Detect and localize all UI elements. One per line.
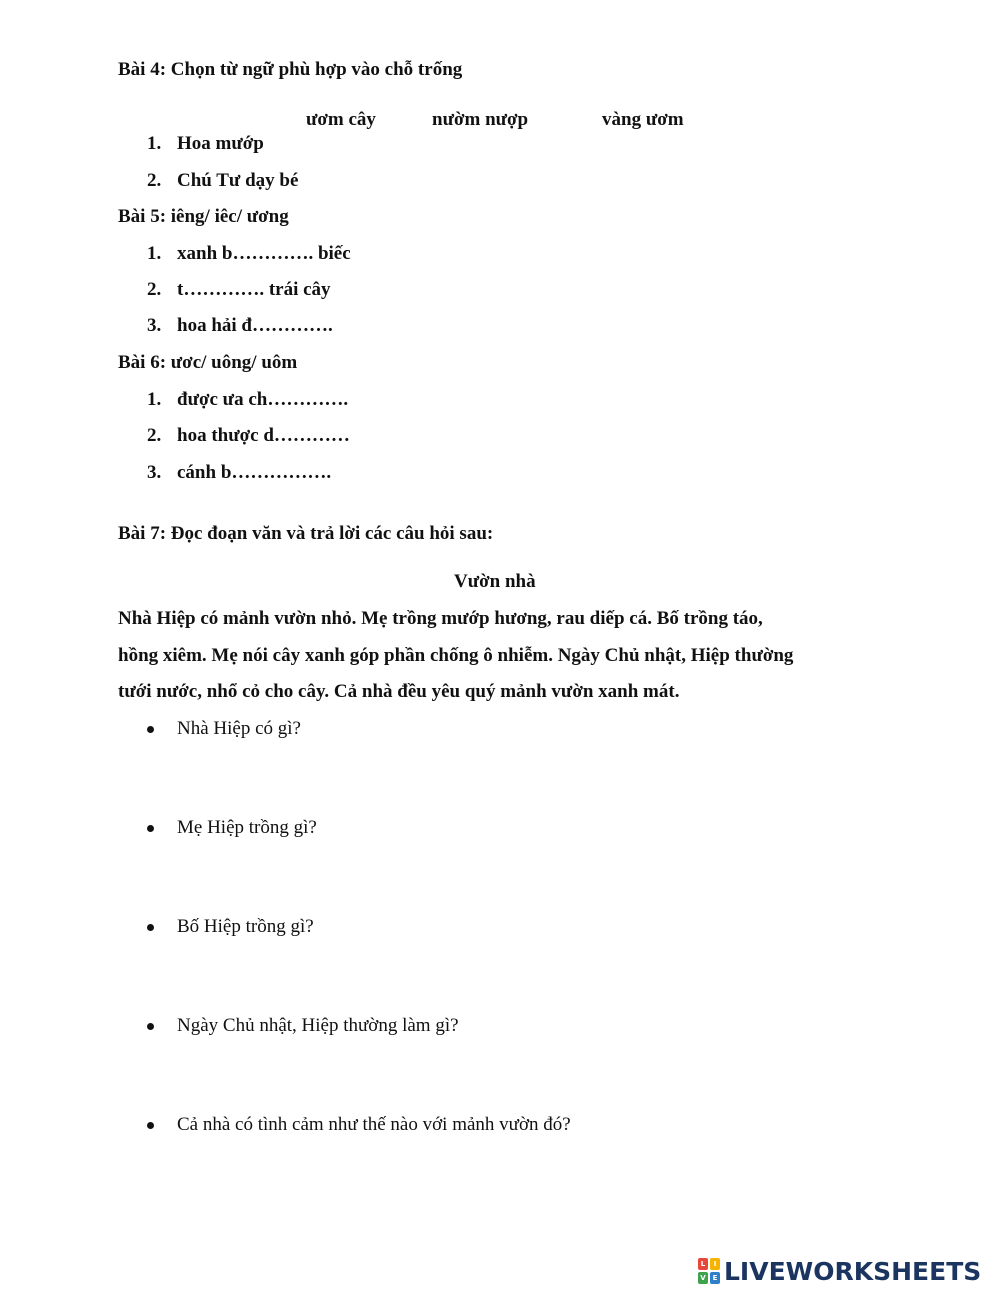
- bai4-item-1-number: 1.: [147, 133, 162, 154]
- logo-mark-letter-v: V: [698, 1272, 708, 1284]
- bai5-item-2-number: 2.: [147, 279, 162, 300]
- bai4-heading: Bài 4: Chọn từ ngữ phù hợp vào chỗ trống: [118, 59, 463, 80]
- bai6-item-1-text: được ưa ch………….: [177, 389, 349, 410]
- bai6-item-2-text: hoa thược d…………: [177, 425, 350, 446]
- question-5: Cả nhà có tình cảm như thế nào với mảnh vườn đó?: [177, 1114, 571, 1135]
- liveworksheets-logo-icon: [698, 1258, 722, 1286]
- word-bank-item-3: vàng ươm: [602, 109, 684, 130]
- bai5-item-1-text: xanh b…………. biếc: [177, 243, 351, 264]
- bai4-item-2-number: 2.: [147, 170, 162, 191]
- bai7-heading: Bài 7: Đọc đoạn văn và trả lời các câu hỏi sau:: [118, 523, 494, 544]
- bai5-item-3-text: hoa hải đ………….: [177, 315, 333, 336]
- bai4-item-2-text: Chú Tư dạy bé: [177, 170, 299, 191]
- passage-line-2: hồng xiêm. Mẹ nói cây xanh góp phần chống ô nhiễm. Ngày Chủ nhật, Hiệp thường: [118, 645, 794, 666]
- question-4: Ngày Chủ nhật, Hiệp thường làm gì?: [177, 1015, 459, 1036]
- passage-title: Vườn nhà: [454, 571, 536, 592]
- logo-mark-letter-e: E: [710, 1272, 720, 1284]
- bai6-heading: Bài 6: ươc/ uông/ uôm: [118, 352, 298, 373]
- bullet-icon: [147, 825, 154, 832]
- bullet-icon: [147, 1023, 154, 1030]
- bai6-item-3-text: cánh b…………….: [177, 462, 332, 483]
- bullet-icon: [147, 1122, 154, 1129]
- question-3: Bố Hiệp trồng gì?: [177, 916, 314, 937]
- bullet-icon: [147, 726, 154, 733]
- question-1: Nhà Hiệp có gì?: [177, 718, 301, 739]
- bai4-item-1-text: Hoa mướp: [177, 133, 264, 154]
- bai5-item-1-number: 1.: [147, 243, 162, 264]
- bai6-item-1-number: 1.: [147, 389, 162, 410]
- word-bank-item-1: ươm cây: [306, 109, 376, 130]
- bai5-item-3-number: 3.: [147, 315, 162, 336]
- bai5-heading: Bài 5: iêng/ iêc/ ương: [118, 206, 289, 227]
- liveworksheets-logo-text: LIVEWORKSHEETS: [724, 1257, 982, 1286]
- bai6-item-2-number: 2.: [147, 425, 162, 446]
- passage-line-1: Nhà Hiệp có mảnh vườn nhỏ. Mẹ trồng mướp hương, rau diếp cá. Bố trồng táo,: [118, 608, 763, 629]
- word-bank-item-2: nườm nượp: [432, 109, 529, 130]
- bullet-icon: [147, 924, 154, 931]
- liveworksheets-logo: [698, 1256, 981, 1288]
- bai5-item-2-text: t…………. trái cây: [177, 279, 331, 300]
- question-2: Mẹ Hiệp trồng gì?: [177, 817, 317, 838]
- logo-mark-letter-l: L: [698, 1258, 708, 1270]
- bai6-item-3-number: 3.: [147, 462, 162, 483]
- logo-mark-letter-i: I: [710, 1258, 720, 1270]
- passage-line-3: tưới nước, nhổ cỏ cho cây. Cả nhà đều yêu quý mảnh vườn xanh mát.: [118, 681, 680, 702]
